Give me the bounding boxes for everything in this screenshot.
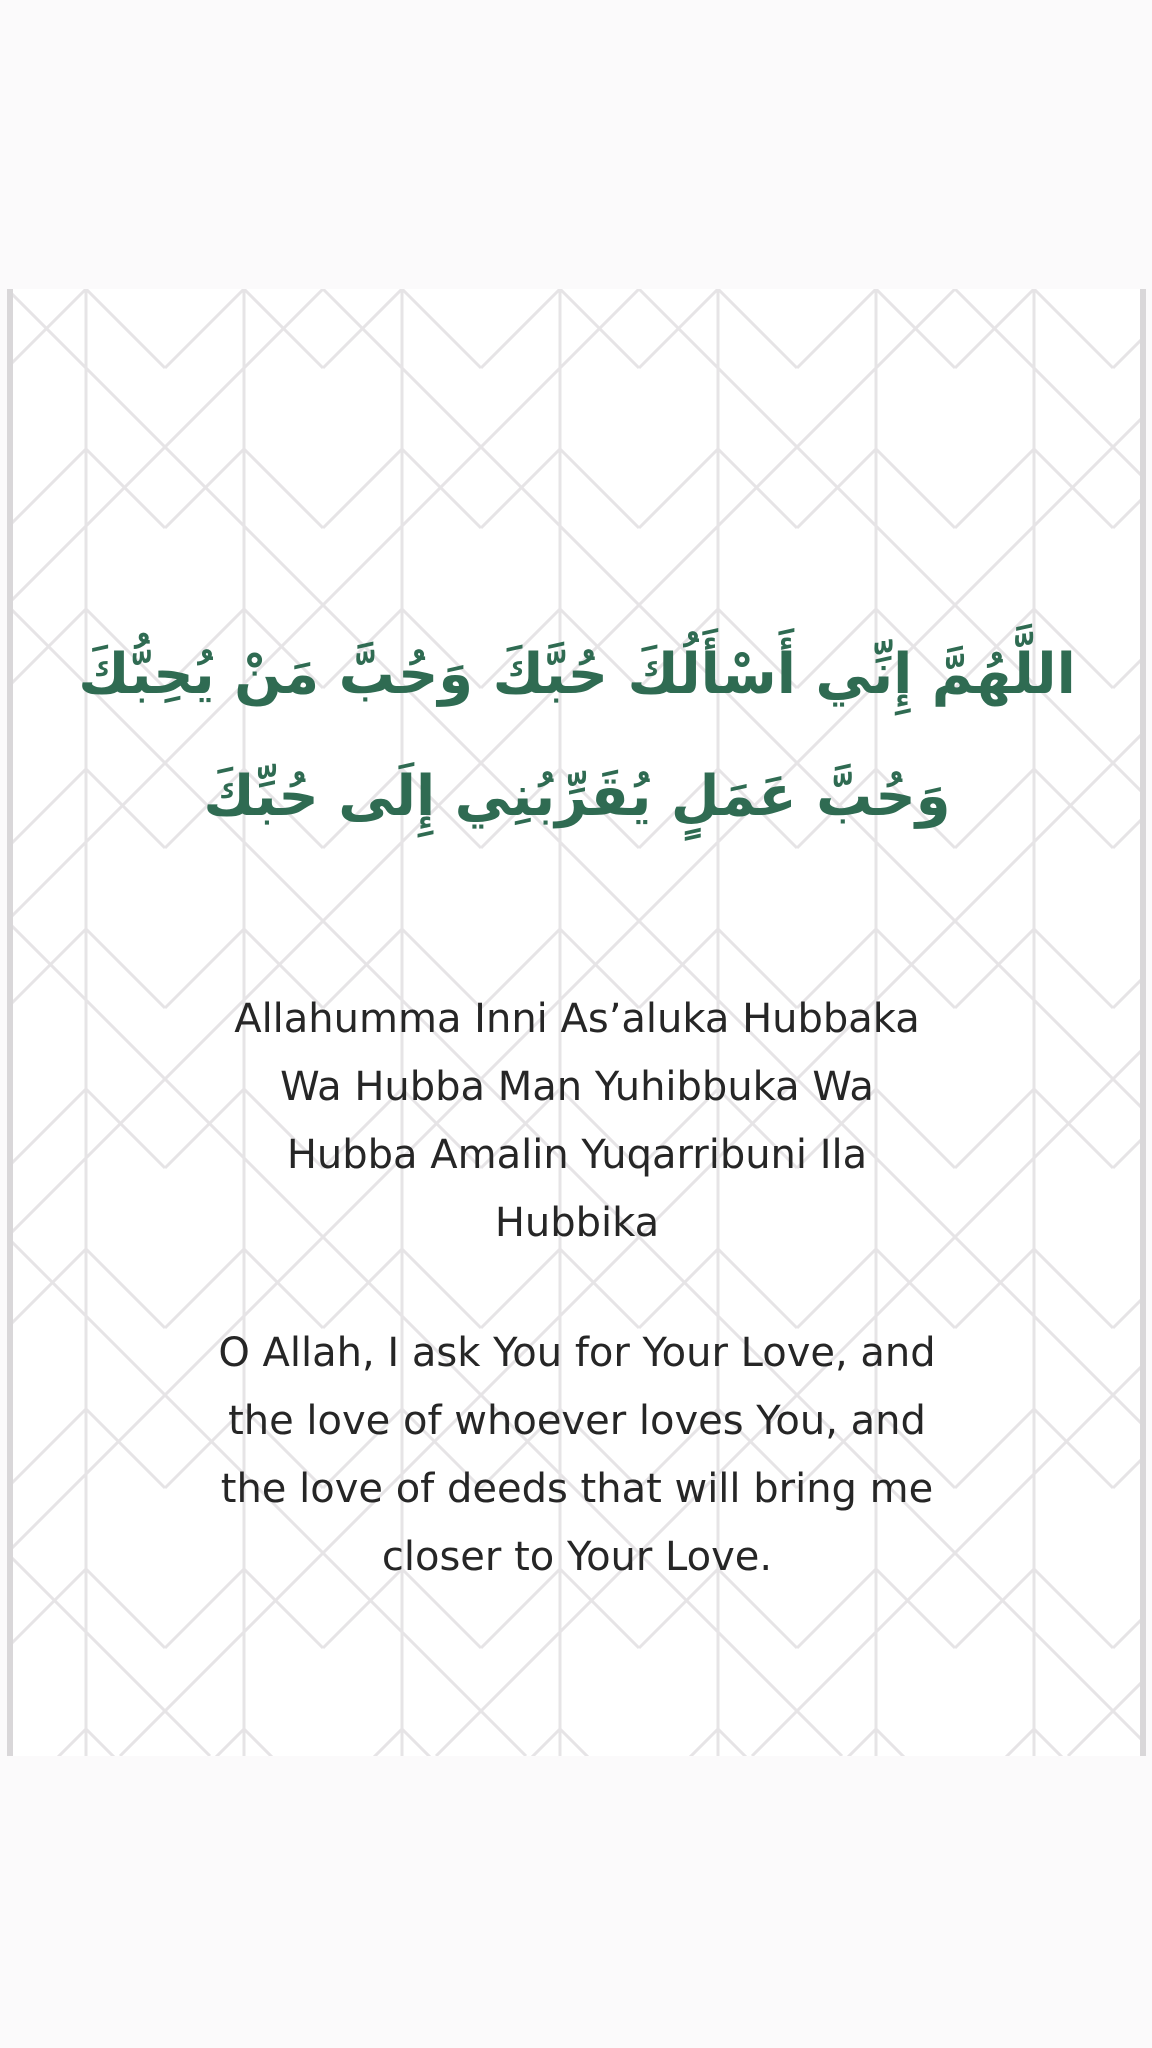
- translation-line: O Allah, I ask You for Your Love, and: [218, 1330, 936, 1376]
- dua-card: [7, 289, 1146, 1756]
- dua-content: [7, 289, 1146, 1756]
- arabic-line-2: وَحُبَّ عَمَلٍ يُقَرِّبُنِي إِلَى حُبِّكَ: [203, 764, 951, 829]
- arabic-line-1: اللَّهُمَّ إِنِّي أَسْأَلُكَ حُبَّكَ وَحُبَّ مَنْ يُحِبُّكَ: [78, 642, 1076, 707]
- transliteration-line: Hubba Amalin Yuqarribuni Ila: [286, 1132, 868, 1178]
- english-translation: [117, 1319, 1037, 1591]
- transliteration: [127, 985, 1027, 1257]
- translation-line: closer to Your Love.: [381, 1534, 773, 1580]
- transliteration-line: Allahumma Inni As’aluka Hubbaka: [234, 996, 920, 1042]
- transliteration-line: Hubbika: [494, 1200, 660, 1246]
- translation-line: the love of deeds that will bring me: [220, 1466, 934, 1512]
- transliteration-line: Wa Hubba Man Yuhibbuka Wa: [280, 1064, 874, 1110]
- translation-line: the love of whoever loves You, and: [228, 1398, 926, 1444]
